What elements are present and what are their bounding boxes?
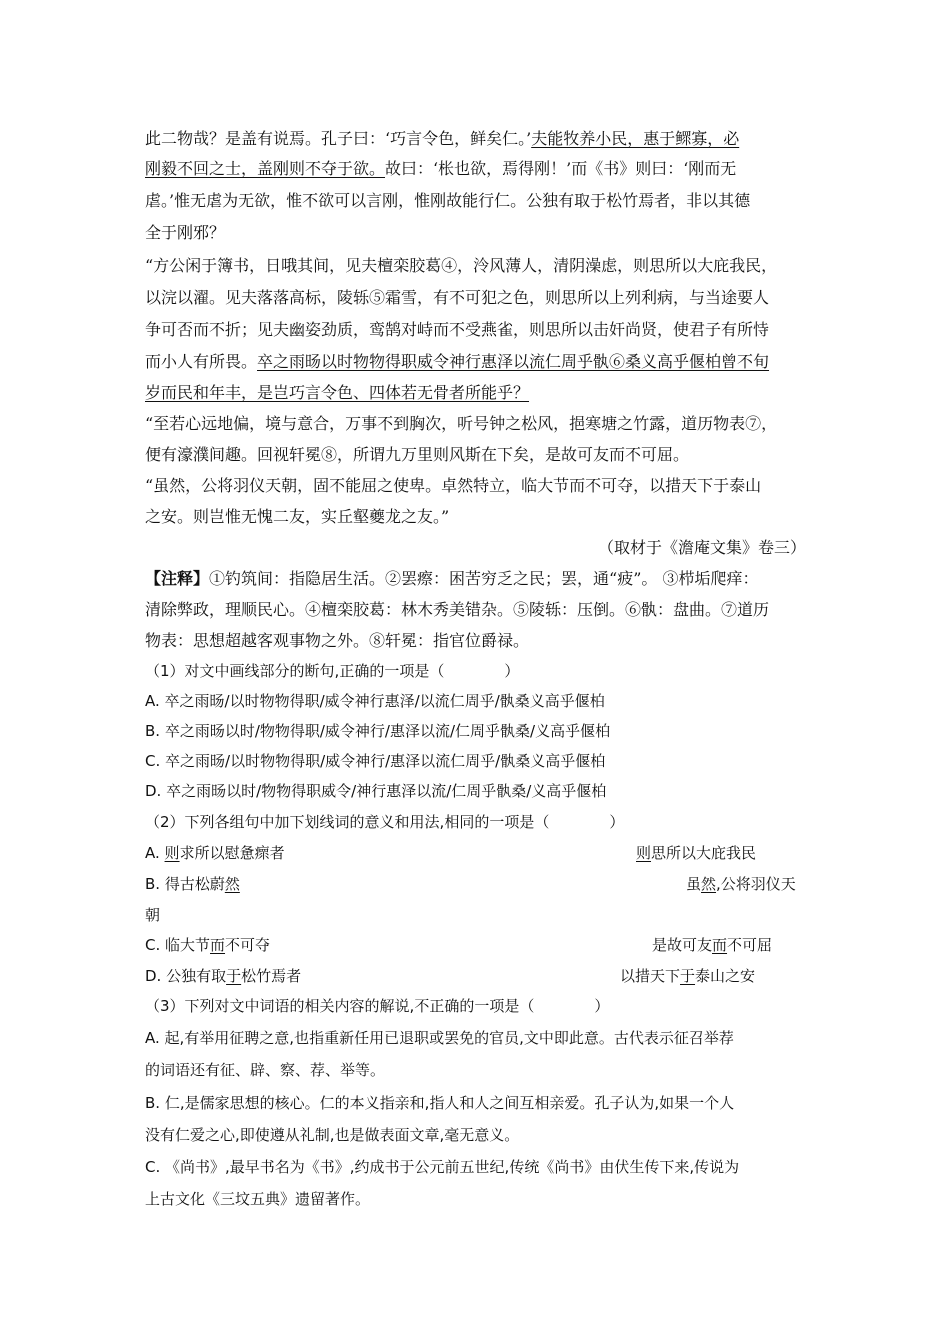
underlined-word: 然 [224,875,240,893]
q1-option-b: B. 卒之雨旸以时/物物得职/威令神行/惠泽以流/仁周乎骫桑/义高乎偃柏 [145,722,611,740]
text-run: B. 得古松蔚 [145,875,225,893]
text-run: 思所以大庇我民 [651,844,757,862]
underlined-word: 而 [210,936,226,954]
text-run: ①钓筑间：指隐居生活。②罢瘵：困苦穷乏之民；罢，通“疲”。 ③栉垢爬痒： [209,569,759,588]
passage-line: 以浣以濯。见夫落落高标，陵轹⑤霜雪，有不可犯之色，则思所以上列利病，与当途要人 [145,288,770,307]
q2-option-d-pair [620,965,755,987]
passage-line: “虽然，公将羽仪天朝，固不能屈之使卑。卓然特立，临大节而不可夺，以措天下于泰山 [145,476,762,495]
q2-option-a-pair [636,842,756,864]
q3-option-a-wrap: 的词语还有征、辟、察、荐、举等。 [145,1061,386,1079]
q2-option-d [145,965,301,987]
q3-option-c-wrap: 上古文化《三坟五典》遗留著作。 [145,1190,371,1208]
question-1-stem: （1）对文中画线部分的断句,正确的一项是（ ） [145,662,520,680]
underlined-text: 刚毅不回之士，盖刚则不夺于欲。 [145,159,386,178]
text-run: A. [145,844,165,862]
text-run: 以措天下 [620,967,681,985]
question-2-stem: （2）下列各组句中加下划线词的意义和用法,相同的一项是（ ） [145,813,625,831]
q1-option-c: C. 卒之雨旸/以时物物得职/威令神行/惠泽以流仁周乎/骫桑义高乎偃柏 [145,752,606,770]
passage-line [145,158,736,180]
underlined-word: 而 [712,936,728,954]
q2-option-a [145,842,285,864]
underlined-word: 则 [636,844,652,862]
text-run: 虽 [686,875,702,893]
text-run: 不可屈 [727,936,773,954]
q1-option-d: D. 卒之雨旸以时/物物得职威令/神行惠泽以流/仁周乎骫桑/义高乎偃柏 [145,782,607,800]
passage-line [145,351,769,373]
underlined-word: 则 [164,844,180,862]
q2-option-b-pair [686,873,796,895]
q2-option-c [145,934,270,956]
text-run: ,公将羽仪天 [716,875,796,893]
q3-option-b-wrap: 没有仁爱之心,即使遵从礼制,也是做表面文章,毫无意义。 [145,1126,520,1144]
passage-line: “方公闲于簿书，日哦其间，见夫檀栾胶葛④，泠风薄人，清阴澡虑，则思所以大庇我民， [145,256,778,275]
underlined-text: 卒之雨旸以时物物得职威令神行惠泽以流仁周乎骫⑥桑义高乎偃柏曾不旬 [257,352,770,371]
notes-line: 清除弊政，理顺民心。④檀栾胶葛：林木秀美错杂。⑤陵轹：压倒。⑥骫：盘曲。⑦道历 [145,600,770,619]
q3-option-b: B. 仁,是儒家思想的核心。仁的本义指亲和,指人和人之间互相亲爱。孔子认为,如果一个人 [145,1094,735,1112]
passage-line: 便有濠濮间趣。回视轩冕⑧，所谓九万里则风斯在下矣，是故可友而不可屈。 [145,445,690,464]
q1-option-a: A. 卒之雨旸/以时物物得职/威令神行惠泽/以流仁周乎/骫桑义高乎偃柏 [145,692,605,710]
text-run: C. 临大节 [145,936,211,954]
text-run: 不可夺 [225,936,271,954]
text-run: 泰山之安 [695,967,756,985]
notes-label: 【注释】 [145,569,210,588]
passage-line: 全于刚邪？ [145,223,226,242]
q3-option-a: A. 起,有举用征聘之意,也指重新任用已退职或罢免的官员,文中即此意。古代表示征召举荐 [145,1029,734,1047]
text-run: 松竹焉者 [241,967,302,985]
underlined-text: 岁而民和年丰，是岂巧言令色、四体若无骨者所能乎？ [145,383,530,402]
underlined-word: 于 [680,967,696,985]
text-run: D. 公独有取 [145,967,227,985]
text-run: 求所以慰惫瘝者 [179,844,285,862]
text-run: 故曰：‘枨也欲，焉得刚！’而《书》则曰：‘刚而无 [385,159,737,178]
text-run: 而小人有所畏。 [145,352,258,371]
underlined-word: 然 [701,875,717,893]
notes-line [145,568,758,590]
underlined-word: 于 [226,967,242,985]
passage-line [145,128,739,150]
passage-line: 之安。则岂惟无愧二友，实丘壑夔龙之友。” [145,507,450,526]
passage-line: “至若心远地偏，境与意合，万事不到胸次，听号钟之松风，挹寒塘之竹露，道历物表⑦， [145,414,778,433]
underlined-text: 夫能牧养小民，惠于鳏寡，必 [531,129,740,148]
notes-line: 物表：思想超越客观事物之外。⑧轩冕：指官位爵禄。 [145,631,530,650]
passage-line: 争可否而不折；见夫幽姿劲质，鸾鹄对峙而不受燕雀，则思所以击奸尚贤，使君子有所恃 [145,320,770,339]
q2-option-b-wrap: 朝 [145,906,161,924]
q3-option-c: C. 《尚书》,最早书名为《书》,约成书于公元前五世纪,传统《尚书》由伏生传下来,传说为 [145,1158,740,1176]
q2-option-c-pair [652,934,772,956]
text-run: 此二物哉？是盖有说焉。孔子曰：‘巧言令色，鲜矣仁。’ [145,129,532,148]
source-citation: （取材于《澹庵文集》卷三） [598,538,807,557]
text-run: 是故可友 [652,936,713,954]
question-3-stem: （3）下列对文中词语的相关内容的解说,不正确的一项是（ ） [145,997,610,1015]
q2-option-b [145,873,240,895]
passage-line: 虐。’惟无虐为无欲，惟不欲可以言刚，惟刚故能行仁。公独有取于松竹焉者，非以其德 [145,191,751,210]
passage-line [145,382,529,404]
